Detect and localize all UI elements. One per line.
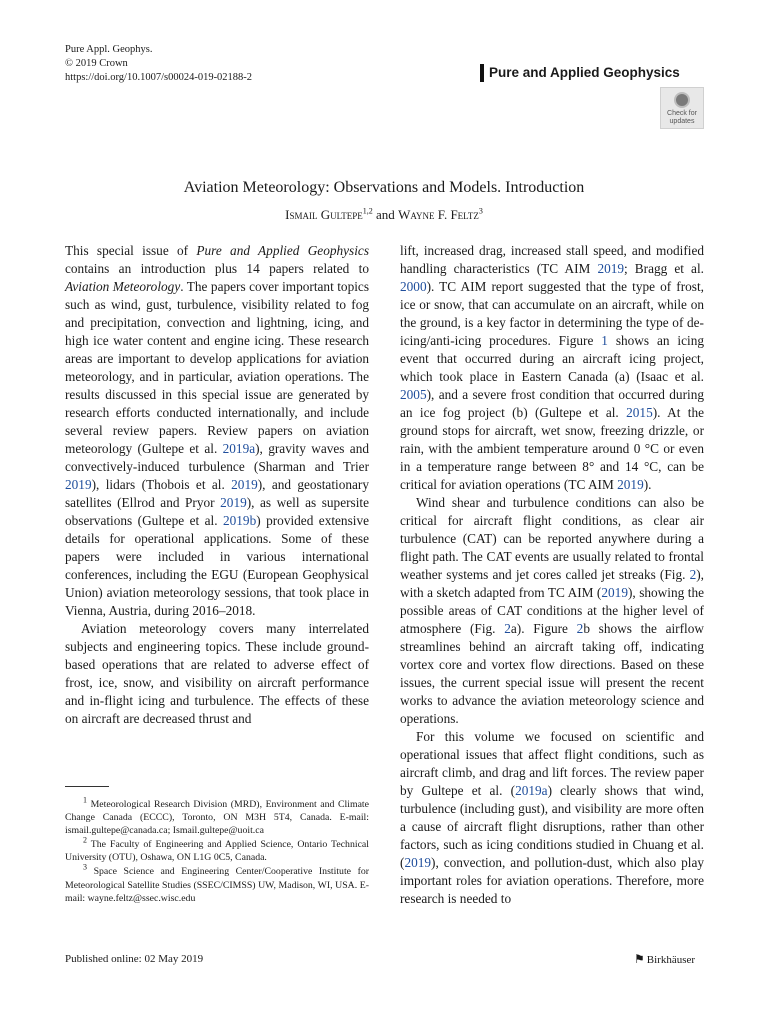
footnote-number: 1 bbox=[83, 795, 87, 805]
publisher-name: Birkhäuser bbox=[646, 954, 696, 966]
citation-link[interactable]: 2019 bbox=[231, 477, 258, 492]
footnote-text: The Faculty of Engineering and Applied Science, Ontario Technical University (OTU), Oshawa, ON L1G 0C5, Canada. bbox=[65, 839, 369, 864]
footnote-divider bbox=[65, 786, 109, 787]
article-meta bbox=[65, 43, 252, 85]
affiliation-marker: 3 bbox=[478, 206, 483, 216]
text-run: ), and a severe frost condition that occurred during an ice fog project (b) (Gultepe et al. bbox=[400, 387, 704, 420]
text-run: ) clearly shows that wind, turbulence (including gust), and visibility are more often a cause of aircraft flight disruptions, rather than other factors, such as icing conditions studied in Chuang et al. ( bbox=[400, 783, 704, 870]
body-paragraph bbox=[65, 620, 369, 728]
text-run: ), as well as supersite observations (Gultepe et al. bbox=[65, 495, 369, 528]
text-run: ), gravity waves and convectively-induced turbulence (Sharman and Trier bbox=[65, 441, 369, 474]
citation-link[interactable]: 2019a bbox=[515, 783, 548, 798]
citation-link[interactable]: 1 bbox=[601, 333, 608, 348]
footnote-text: Meteorological Research Division (MRD), Environment and Climate Change Canada (ECCC), Toronto, ON M3H 5T4, Canada. E-mail: ismail.gultepe@canada.ca; Ismail.gultepe@uoit.ca bbox=[65, 799, 369, 837]
text-run: ) provided extensive details for operational applications. Some of these papers were included in various international conferences, including the EGU (European Geophysical Union) aviation meteorology sessions, that took place in Vienna, Austria, during 2016–2018. bbox=[65, 513, 370, 618]
italic-text: Aviation Meteorology bbox=[65, 279, 181, 294]
text-run: ). TC AIM report suggested that the type of frost, ice or snow, that can accumulate on an aircraft, while on the ground, is a key factor in determining the type of de-icing/anti-icing procedures. Figure bbox=[400, 279, 704, 348]
text-run: ), showing the possible areas of CAT conditions at the higher level of atmosphere (Fig. bbox=[400, 585, 704, 636]
citation-link[interactable]: 2019 bbox=[601, 585, 628, 600]
text-run: . The papers cover important topics such as wind, gust, turbulence, visibility related to fog and precipitation, convection and lightning, icing, and high ice water content and engine icing. These research areas are important to develop applications for aviation meteorology, and in particular, aviation operations. The results discussed in this special issue are generated by research efforts conducted internationally, and include several review papers. Review papers on aviation meteorology (Gultepe et al. bbox=[65, 279, 369, 456]
journal-abbrev: Pure Appl. Geophys. bbox=[65, 44, 153, 55]
citation-link[interactable]: 2 bbox=[689, 567, 697, 582]
text-run: a). Figure bbox=[510, 621, 577, 636]
text-run: ). bbox=[643, 477, 652, 492]
text-run: This special issue of bbox=[65, 243, 197, 258]
citation-link[interactable]: 2 bbox=[504, 621, 511, 636]
article-title: Aviation Meteorology: Observations and Models. Introduction bbox=[183, 179, 585, 196]
updates-label: Check for updates bbox=[667, 110, 697, 125]
citation-link[interactable]: 2005 bbox=[400, 387, 427, 402]
publisher-logo-icon: ⚑ bbox=[634, 952, 645, 966]
footnotes bbox=[65, 795, 369, 906]
footnote-text: Space Science and Engineering Center/Cooperative Institute for Meteorological Satellite Studies (SSEC/CIMSS) UW, Madison, WI, USA. E-mail: wayne.feltz@ssec.wisc.edu bbox=[65, 866, 369, 904]
text-run: ), lidars (Thobois et al. bbox=[91, 477, 232, 492]
text-run: Wind shear and turbulence conditions can also be critical for aircraft flight conditions, as clear air turbulence (CAT) can be reported anywhere during a flight path. The CAT events are usually related to frontal weather systems and jet cores called jet streaks (Fig. bbox=[400, 495, 704, 582]
author-conjunction: and bbox=[376, 207, 395, 222]
check-for-updates-badge[interactable] bbox=[660, 87, 704, 129]
text-run: ). At the ground stops for aircraft, wet snow, freezing drizzle, or rain, with the ambient temperature around 0 °C or even in a temperature range between 8° and 14 °C, can be critical for aviation operations (TC AIM bbox=[400, 405, 704, 492]
text-run: shows an icing event that occurred during an aircraft icing project, which took place in Eastern Canada (a) (Isaac et al. bbox=[400, 333, 704, 384]
doi-link[interactable]: https://doi.org/10.1007/s00024-019-02188-2 bbox=[65, 72, 253, 83]
body-paragraph bbox=[400, 242, 704, 494]
italic-text: Pure and Applied Geophysics bbox=[196, 243, 369, 258]
text-run: ), and geostationary satellites (Ellrod and Pryor bbox=[65, 477, 370, 510]
updates-icon bbox=[674, 92, 690, 108]
citation-link[interactable]: 2019 bbox=[404, 855, 432, 870]
citation-link[interactable]: 2019 bbox=[65, 477, 92, 492]
footnote-number: 2 bbox=[83, 836, 87, 846]
text-run: lift, increased drag, increased stall speed, and modified handling characteristics (TC AIM bbox=[400, 243, 704, 276]
citation-link[interactable]: 2019 bbox=[617, 477, 644, 492]
author-name: Ismail Gultepe bbox=[285, 207, 363, 222]
citation-link[interactable]: 2000 bbox=[400, 279, 427, 294]
text-run: For this volume we focused on scientific and operational issues that affect flight conditions, such as aircraft climb, and drag and lift forces. The review paper by Gultepe et al. ( bbox=[400, 729, 704, 798]
text-run: b shows the airflow streamlines behind an aircraft taking off, indicating vortex core and vortex flow directions. Based on these issues, the current special issue will present the recent works to advance the aviation meteorology science and operations. bbox=[400, 621, 704, 726]
footnote bbox=[65, 838, 369, 864]
footnote-number: 3 bbox=[83, 863, 87, 873]
author-line bbox=[0, 207, 768, 223]
published-date: Published online: 02 May 2019 bbox=[65, 953, 204, 965]
citation-link[interactable]: 2019a bbox=[222, 441, 256, 456]
body-paragraph bbox=[65, 242, 369, 620]
citation-link[interactable]: 2 bbox=[576, 621, 584, 636]
body-column-right bbox=[400, 242, 704, 908]
footnote bbox=[65, 865, 369, 904]
text-run: contains an introduction plus 14 papers related to bbox=[65, 261, 369, 276]
footnote bbox=[65, 795, 369, 837]
citation-link[interactable]: 2019 bbox=[597, 261, 625, 276]
text-run: Aviation meteorology covers many interrelated subjects and engineering topics. These include ground-based operations that are related to adverse effect of frost, ice, snow, and visibility on aircraft performance and in-flight icing and turbulence. The effects of these on aircraft are decreased thrust and bbox=[65, 621, 369, 726]
journal-name: Pure and Applied Geophysics bbox=[480, 64, 705, 82]
citation-link[interactable]: 2015 bbox=[626, 405, 653, 420]
affiliation-marker: 1,2 bbox=[362, 206, 373, 216]
body-paragraph bbox=[400, 728, 704, 908]
author-name: Wayne F. Feltz bbox=[398, 207, 479, 222]
citation-link[interactable]: 2019 bbox=[220, 495, 247, 510]
citation-link[interactable]: 2019b bbox=[222, 513, 257, 528]
body-paragraph bbox=[400, 494, 704, 728]
publisher bbox=[634, 952, 695, 967]
text-run: ; Bragg et al. bbox=[624, 261, 704, 276]
body-column-left bbox=[65, 242, 369, 728]
copyright: © 2019 Crown bbox=[65, 58, 128, 69]
text-run: ), with a sketch adapted from TC AIM ( bbox=[400, 567, 704, 600]
text-run: ), convection, and pollution-dust, which also play important roles for aviation operations. Therefore, more research is needed to bbox=[400, 855, 704, 906]
